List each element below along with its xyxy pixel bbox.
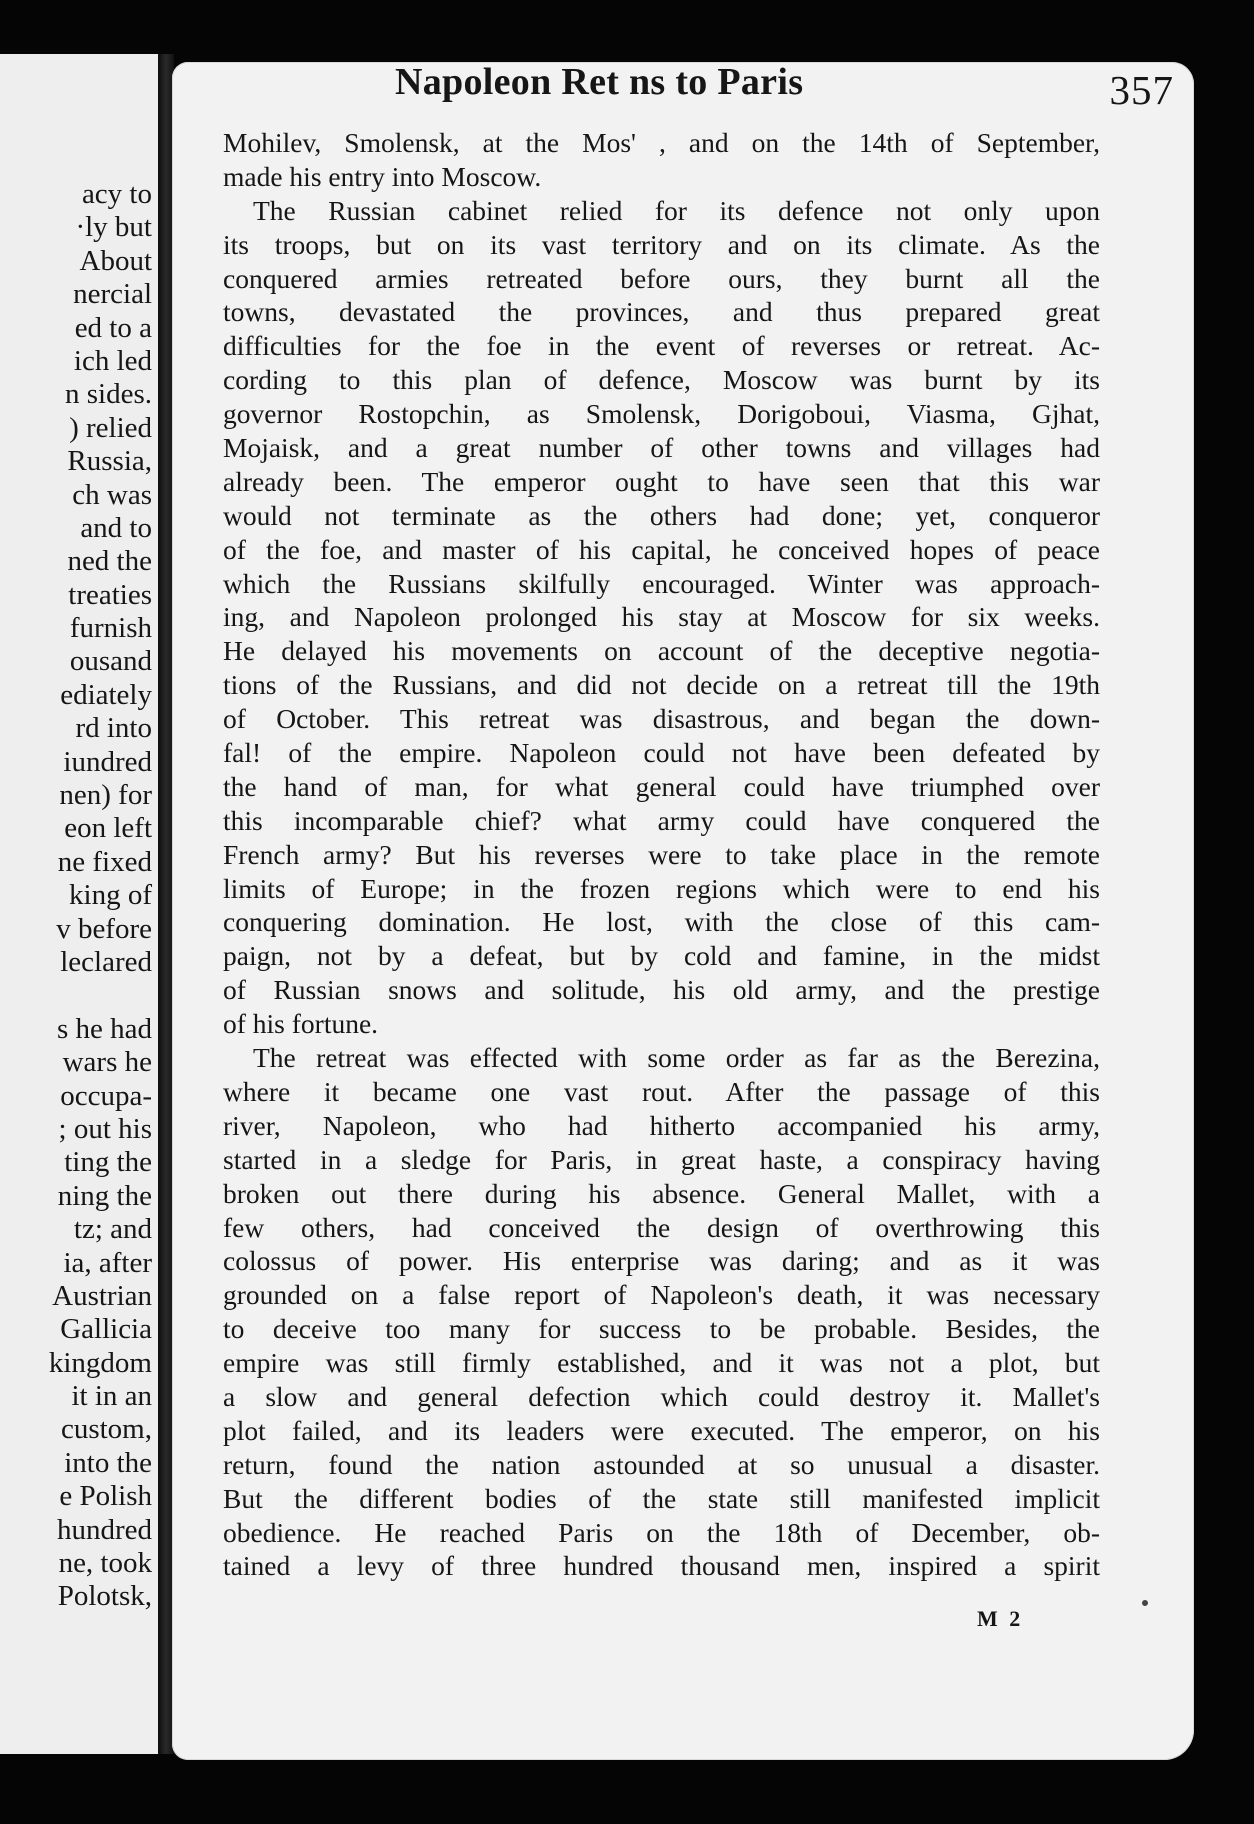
left-page-line: it in an [71, 1380, 152, 1413]
left-page-line: ousand [69, 645, 152, 678]
left-page-line: custom, [60, 1413, 152, 1446]
left-page-line: ediately [60, 678, 152, 711]
text-line: started in a sledge for Paris, in great haste, a conspiracy having [223, 1143, 1100, 1175]
text-line: would not terminate as the others had done; yet, conqueror [223, 499, 1100, 531]
text-line: The retreat was effected with some order as far as the Berezina, [253, 1042, 1100, 1074]
left-page-line: ne, took [58, 1547, 152, 1580]
left-page-line: acy to [81, 178, 152, 210]
left-page-line: king of [69, 879, 152, 912]
text-line: French army? But his reverses were to take place in the remote [223, 838, 1100, 870]
left-page-line: iundred [63, 745, 152, 778]
text-line: to deceive too many for success to be probable. Besides, the [223, 1313, 1100, 1345]
left-page-line: e Polish [59, 1480, 152, 1513]
text-line: cording to this plan of defence, Moscow was burnt by its [223, 364, 1100, 396]
text-line: river, Napoleon, who had hitherto accompanied his army, [223, 1109, 1100, 1141]
left-page-line: leclared [60, 945, 152, 978]
body-text [223, 126, 1100, 1583]
left-page-line: nen) for [59, 779, 152, 812]
text-line: colossus of power. His enterprise was daring; and as it was [223, 1245, 1100, 1277]
left-page-line: furnish [69, 612, 152, 645]
text-line: a slow and general defection which could destroy it. Mallet's [223, 1380, 1100, 1412]
text-line: Mohilev, Smolensk, at the Mos' , and on the 14th of September, [223, 127, 1100, 158]
text-line: the hand of man, for what general could have triumphed over [223, 770, 1100, 802]
left-page-line: ·ly but [75, 211, 152, 244]
text-line: difficulties for the foe in the event of reverses or retreat. Ac- [223, 330, 1100, 362]
left-page-line: nercial [73, 278, 152, 311]
left-page-line: hundred [56, 1513, 152, 1546]
text-line: few others, had conceived the design of overthrowing this [223, 1211, 1100, 1243]
left-page-line: Russia, [67, 445, 152, 478]
text-line: But the different bodies of the state still manifested implicit [223, 1482, 1100, 1514]
text-line: of the foe, and master of his capital, he conceived hopes of peace [223, 533, 1100, 565]
page-number: 357 [1109, 67, 1174, 113]
text-line: limits of Europe; in the frozen regions which were to end his [223, 872, 1100, 904]
left-page-line: ch was [72, 478, 152, 511]
left-page-line: Polotsk, [57, 1580, 152, 1613]
left-page-line [0, 979, 154, 1012]
left-page-line: n sides. [65, 378, 152, 411]
left-page-line: ich led [73, 344, 152, 377]
text-line: conquered armies retreated before ours, they burnt all the [223, 262, 1100, 294]
left-page-line: s he had [56, 1012, 152, 1045]
text-line: this incomparable chief? what army could have conquered the [223, 804, 1100, 836]
left-page-line: ; out his [58, 1112, 152, 1145]
text-line: its troops, but on its vast territory and on its climate. As the [223, 228, 1100, 260]
text-line: grounded on a false report of Napoleon's death, it was necessary [223, 1279, 1100, 1311]
left-page-line: occupa- [60, 1079, 152, 1112]
left-page-line: eon left [64, 812, 152, 845]
text-line: paign, not by a defeat, but by cold and famine, in the midst [223, 940, 1100, 972]
left-page-line: into the [64, 1446, 152, 1479]
left-page-line: ed to a [74, 311, 152, 344]
running-title: Napoleon Ret ns to Paris [395, 61, 804, 103]
text-line: conquering domination. He lost, with the close of this cam- [223, 906, 1100, 938]
left-page-line: rd into [75, 712, 152, 745]
left-page-line: ting the [64, 1146, 152, 1179]
text-line: of his fortune. [223, 1008, 379, 1040]
text-line: plot failed, and its leaders were executed. The emperor, on his [223, 1414, 1100, 1446]
left-page-line: v before [56, 912, 152, 945]
left-page-line: ning the [57, 1179, 152, 1212]
left-page-line: kingdom [48, 1346, 152, 1379]
text-line: empire was still firmly established, and it was not a plot, but [223, 1347, 1100, 1379]
text-line: which the Russians skilfully encouraged. Winter was approach- [223, 567, 1100, 599]
left-page-line: and to [80, 511, 152, 544]
left-page-line: wars he [62, 1046, 152, 1079]
text-line: of Russian snows and solitude, his old army, and the prestige [223, 974, 1100, 1006]
text-line: already been. The emperor ought to have seen that this war [223, 465, 1100, 497]
left-page-line: ) relied [69, 411, 152, 444]
left-page-line: Austrian [52, 1279, 152, 1312]
text-line: towns, devastated the provinces, and thus prepared great [223, 296, 1100, 328]
text-line: broken out there during his absence. General Mallet, with a [223, 1177, 1100, 1209]
text-line: Mojaisk, and a great number of other towns and villages had [223, 432, 1100, 464]
text-line: tions of the Russians, and did not decide on a retreat till the 19th [223, 669, 1100, 701]
text-line: obedience. He reached Paris on the 18th of December, ob- [223, 1516, 1100, 1548]
text-line: ing, and Napoleon prolonged his stay at Moscow for six weeks. [223, 601, 1100, 633]
running-head [221, 60, 1194, 113]
text-line: where it became one vast rout. After the passage of this [223, 1075, 1100, 1107]
left-page-text [0, 178, 154, 1614]
left-page-line: ned the [67, 545, 152, 578]
left-page-line: About [79, 244, 152, 277]
text-line: governor Rostopchin, as Smolensk, Dorigoboui, Viasma, Gjhat, [223, 398, 1100, 430]
left-page-line: ne fixed [57, 845, 152, 878]
text-line: of October. This retreat was disastrous, and began the down- [223, 703, 1100, 735]
left-page-line: Gallicia [60, 1313, 152, 1346]
text-line: return, found the nation astounded at so unusual a disaster. [223, 1448, 1100, 1480]
margin-dot [1142, 1600, 1148, 1606]
text-line: The Russian cabinet relied for its defence not only upon [253, 194, 1100, 226]
left-page-line: tz; and [73, 1213, 152, 1246]
left-page-line: treaties [68, 578, 152, 611]
left-page-fragment [0, 54, 161, 1754]
text-line: He delayed his movements on account of the deceptive negotia- [223, 635, 1100, 667]
text-line: made his entry into Moscow. [223, 160, 542, 192]
text-line: tained a levy of three hundred thousand men, inspired a spirit [223, 1550, 1100, 1582]
signature-mark: M 2 [977, 1606, 1024, 1631]
text-line: fal! of the empire. Napoleon could not have been defeated by [223, 737, 1100, 769]
left-page-line: ia, after [63, 1246, 152, 1279]
